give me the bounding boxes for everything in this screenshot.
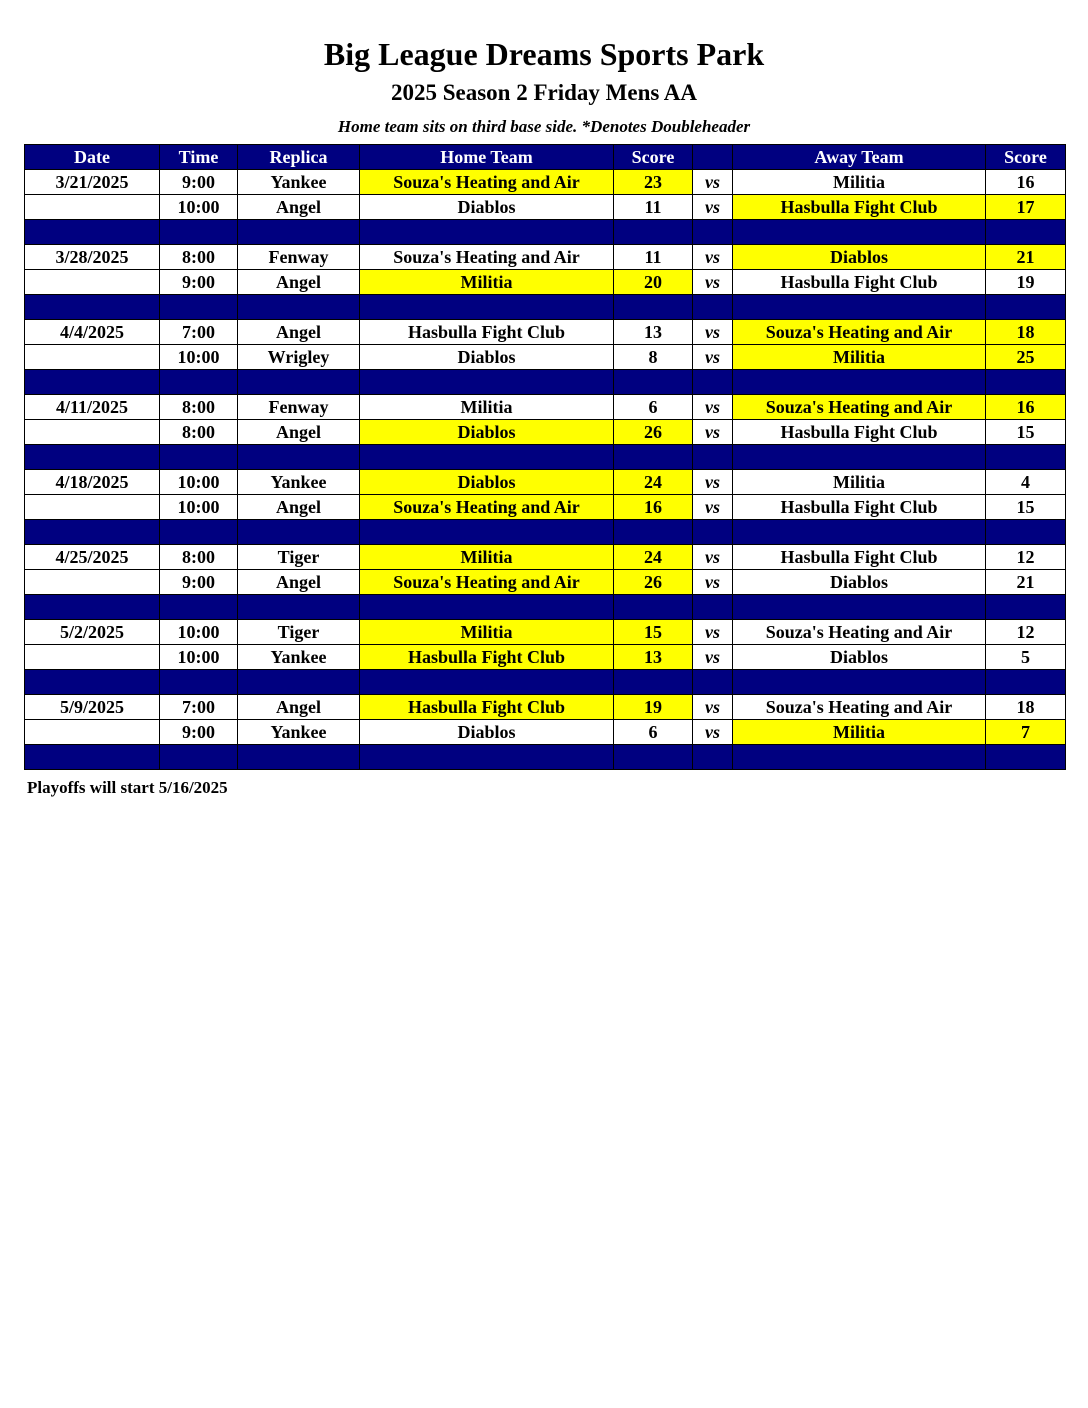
separator-cell <box>360 745 614 770</box>
game-row <box>25 720 1066 745</box>
week-separator-row <box>25 520 1066 545</box>
away-team-cell: Souza's Heating and Air <box>733 695 986 720</box>
separator-cell <box>238 445 360 470</box>
home-score-cell: 8 <box>614 345 693 370</box>
separator-cell <box>25 370 160 395</box>
vs-cell: vs <box>693 695 733 720</box>
vs-cell: vs <box>693 420 733 445</box>
time-cell: 9:00 <box>160 270 238 295</box>
replica-cell: Tiger <box>238 620 360 645</box>
time-cell: 10:00 <box>160 645 238 670</box>
replica-cell: Yankee <box>238 170 360 195</box>
date-cell <box>25 270 160 295</box>
date-cell: 4/25/2025 <box>25 545 160 570</box>
separator-cell <box>986 520 1066 545</box>
game-row <box>25 245 1066 270</box>
separator-cell <box>693 520 733 545</box>
away-team-cell: Diablos <box>733 645 986 670</box>
vs-cell: vs <box>693 170 733 195</box>
time-cell: 10:00 <box>160 620 238 645</box>
away-team-cell: Hasbulla Fight Club <box>733 420 986 445</box>
date-cell: 5/2/2025 <box>25 620 160 645</box>
time-cell: 10:00 <box>160 345 238 370</box>
time-cell: 9:00 <box>160 570 238 595</box>
separator-cell <box>238 370 360 395</box>
week-separator-row <box>25 670 1066 695</box>
away-score-cell: 12 <box>986 620 1066 645</box>
game-row <box>25 620 1066 645</box>
game-row <box>25 195 1066 220</box>
separator-cell <box>160 445 238 470</box>
away-score-cell: 4 <box>986 470 1066 495</box>
week-separator-row <box>25 220 1066 245</box>
game-row <box>25 545 1066 570</box>
separator-cell <box>693 370 733 395</box>
separator-cell <box>986 295 1066 320</box>
date-cell <box>25 570 160 595</box>
separator-cell <box>160 595 238 620</box>
doubleheader-note: Home team sits on third base side. *Denotes Doubleheader <box>337 117 751 136</box>
separator-cell <box>986 445 1066 470</box>
separator-cell <box>238 595 360 620</box>
home-score-cell: 24 <box>614 545 693 570</box>
time-cell: 7:00 <box>160 695 238 720</box>
away-score-cell: 21 <box>986 245 1066 270</box>
separator-cell <box>160 520 238 545</box>
date-cell: 3/28/2025 <box>25 245 160 270</box>
home-score-cell: 6 <box>614 395 693 420</box>
vs-cell: vs <box>693 245 733 270</box>
playoffs-note: Playoffs will start 5/16/2025 <box>27 778 228 797</box>
column-header-time: Time <box>160 145 238 170</box>
separator-cell <box>25 745 160 770</box>
separator-cell <box>360 520 614 545</box>
separator-cell <box>614 670 693 695</box>
away-team-cell: Diablos <box>733 570 986 595</box>
vs-cell: vs <box>693 645 733 670</box>
time-cell: 8:00 <box>160 420 238 445</box>
vs-cell: vs <box>693 395 733 420</box>
home-score-cell: 11 <box>614 195 693 220</box>
away-score-cell: 7 <box>986 720 1066 745</box>
separator-cell <box>733 445 986 470</box>
home-team-cell: Militia <box>360 620 614 645</box>
replica-cell: Angel <box>238 195 360 220</box>
replica-cell: Angel <box>238 495 360 520</box>
date-cell <box>25 645 160 670</box>
home-score-cell: 24 <box>614 470 693 495</box>
away-score-cell: 12 <box>986 545 1066 570</box>
away-score-cell: 21 <box>986 570 1066 595</box>
separator-cell <box>986 670 1066 695</box>
separator-cell <box>160 295 238 320</box>
vs-cell: vs <box>693 570 733 595</box>
separator-cell <box>614 295 693 320</box>
separator-cell <box>986 595 1066 620</box>
home-team-cell: Souza's Heating and Air <box>360 170 614 195</box>
separator-cell <box>238 670 360 695</box>
column-header-away-score: Score <box>986 145 1066 170</box>
game-row <box>25 345 1066 370</box>
away-team-cell: Militia <box>733 345 986 370</box>
separator-cell <box>733 220 986 245</box>
vs-cell: vs <box>693 270 733 295</box>
date-cell <box>25 495 160 520</box>
separator-cell <box>25 295 160 320</box>
replica-cell: Angel <box>238 695 360 720</box>
away-score-cell: 19 <box>986 270 1066 295</box>
game-row <box>25 695 1066 720</box>
vs-cell: vs <box>693 320 733 345</box>
week-separator-row <box>25 295 1066 320</box>
home-score-cell: 19 <box>614 695 693 720</box>
separator-cell <box>25 445 160 470</box>
separator-cell <box>733 295 986 320</box>
separator-cell <box>614 220 693 245</box>
separator-cell <box>693 670 733 695</box>
vs-cell: vs <box>693 620 733 645</box>
away-score-cell: 17 <box>986 195 1066 220</box>
vs-cell: vs <box>693 720 733 745</box>
away-score-cell: 18 <box>986 695 1066 720</box>
page-title: Big League Dreams Sports Park <box>323 36 765 72</box>
separator-cell <box>360 295 614 320</box>
replica-cell: Angel <box>238 570 360 595</box>
home-score-cell: 20 <box>614 270 693 295</box>
time-cell: 8:00 <box>160 545 238 570</box>
away-score-cell: 16 <box>986 395 1066 420</box>
away-team-cell: Hasbulla Fight Club <box>733 270 986 295</box>
away-score-cell: 15 <box>986 420 1066 445</box>
separator-cell <box>360 445 614 470</box>
home-team-cell: Diablos <box>360 470 614 495</box>
separator-cell <box>25 595 160 620</box>
column-header-home-score: Score <box>614 145 693 170</box>
date-cell: 5/9/2025 <box>25 695 160 720</box>
home-score-cell: 13 <box>614 320 693 345</box>
replica-cell: Yankee <box>238 720 360 745</box>
date-cell: 4/18/2025 <box>25 470 160 495</box>
home-team-cell: Diablos <box>360 345 614 370</box>
column-header-replica: Replica <box>238 145 360 170</box>
date-cell <box>25 720 160 745</box>
separator-cell <box>360 595 614 620</box>
date-cell <box>25 420 160 445</box>
home-score-cell: 11 <box>614 245 693 270</box>
week-separator-row <box>25 370 1066 395</box>
separator-cell <box>693 445 733 470</box>
replica-cell: Angel <box>238 320 360 345</box>
away-score-cell: 16 <box>986 170 1066 195</box>
date-cell: 4/4/2025 <box>25 320 160 345</box>
away-team-cell: Souza's Heating and Air <box>733 320 986 345</box>
game-row <box>25 495 1066 520</box>
week-separator-row <box>25 745 1066 770</box>
time-cell: 10:00 <box>160 495 238 520</box>
time-cell: 10:00 <box>160 470 238 495</box>
time-cell: 9:00 <box>160 720 238 745</box>
home-team-cell: Diablos <box>360 420 614 445</box>
away-score-cell: 18 <box>986 320 1066 345</box>
replica-cell: Yankee <box>238 470 360 495</box>
separator-cell <box>693 220 733 245</box>
home-team-cell: Hasbulla Fight Club <box>360 320 614 345</box>
time-cell: 8:00 <box>160 245 238 270</box>
separator-cell <box>25 520 160 545</box>
schedule-body <box>25 170 1066 770</box>
away-team-cell: Hasbulla Fight Club <box>733 545 986 570</box>
separator-cell <box>733 595 986 620</box>
separator-cell <box>160 370 238 395</box>
away-team-cell: Hasbulla Fight Club <box>733 195 986 220</box>
game-row <box>25 470 1066 495</box>
week-separator-row <box>25 595 1066 620</box>
separator-cell <box>733 520 986 545</box>
home-score-cell: 23 <box>614 170 693 195</box>
separator-cell <box>693 595 733 620</box>
column-header-away-team: Away Team <box>733 145 986 170</box>
time-cell: 10:00 <box>160 195 238 220</box>
separator-cell <box>614 370 693 395</box>
separator-cell <box>160 670 238 695</box>
away-team-cell: Militia <box>733 470 986 495</box>
separator-cell <box>238 295 360 320</box>
column-header-home-team: Home Team <box>360 145 614 170</box>
away-team-cell: Diablos <box>733 245 986 270</box>
vs-cell: vs <box>693 345 733 370</box>
home-score-cell: 6 <box>614 720 693 745</box>
date-cell: 3/21/2025 <box>25 170 160 195</box>
home-score-cell: 15 <box>614 620 693 645</box>
separator-cell <box>25 220 160 245</box>
home-score-cell: 16 <box>614 495 693 520</box>
replica-cell: Fenway <box>238 245 360 270</box>
home-team-cell: Militia <box>360 545 614 570</box>
separator-cell <box>614 445 693 470</box>
home-team-cell: Militia <box>360 270 614 295</box>
vs-cell: vs <box>693 495 733 520</box>
vs-cell: vs <box>693 545 733 570</box>
home-team-cell: Hasbulla Fight Club <box>360 695 614 720</box>
away-score-cell: 15 <box>986 495 1066 520</box>
home-team-cell: Diablos <box>360 720 614 745</box>
home-team-cell: Souza's Heating and Air <box>360 570 614 595</box>
separator-cell <box>986 220 1066 245</box>
date-cell: 4/11/2025 <box>25 395 160 420</box>
home-score-cell: 26 <box>614 420 693 445</box>
replica-cell: Fenway <box>238 395 360 420</box>
game-row <box>25 170 1066 195</box>
home-score-cell: 26 <box>614 570 693 595</box>
away-score-cell: 5 <box>986 645 1066 670</box>
home-score-cell: 13 <box>614 645 693 670</box>
game-row <box>25 395 1066 420</box>
separator-cell <box>360 220 614 245</box>
separator-cell <box>238 220 360 245</box>
vs-cell: vs <box>693 470 733 495</box>
separator-cell <box>160 745 238 770</box>
separator-cell <box>733 745 986 770</box>
season-subtitle: 2025 Season 2 Friday Mens AA <box>390 80 698 105</box>
column-header-vs <box>693 145 733 170</box>
game-row <box>25 270 1066 295</box>
vs-cell: vs <box>693 195 733 220</box>
separator-cell <box>986 745 1066 770</box>
date-cell <box>25 195 160 220</box>
game-row <box>25 420 1066 445</box>
separator-cell <box>614 595 693 620</box>
separator-cell <box>238 745 360 770</box>
home-team-cell: Souza's Heating and Air <box>360 495 614 520</box>
time-cell: 8:00 <box>160 395 238 420</box>
replica-cell: Wrigley <box>238 345 360 370</box>
separator-cell <box>614 745 693 770</box>
time-cell: 9:00 <box>160 170 238 195</box>
separator-cell <box>614 520 693 545</box>
date-cell <box>25 345 160 370</box>
replica-cell: Yankee <box>238 645 360 670</box>
home-team-cell: Souza's Heating and Air <box>360 245 614 270</box>
game-row <box>25 570 1066 595</box>
away-team-cell: Souza's Heating and Air <box>733 620 986 645</box>
separator-cell <box>160 220 238 245</box>
schedule-table <box>24 144 1066 770</box>
separator-cell <box>25 670 160 695</box>
game-row <box>25 320 1066 345</box>
separator-cell <box>360 370 614 395</box>
replica-cell: Angel <box>238 270 360 295</box>
replica-cell: Tiger <box>238 545 360 570</box>
time-cell: 7:00 <box>160 320 238 345</box>
week-separator-row <box>25 445 1066 470</box>
header-row <box>25 145 1066 170</box>
away-team-cell: Souza's Heating and Air <box>733 395 986 420</box>
separator-cell <box>693 745 733 770</box>
home-team-cell: Hasbulla Fight Club <box>360 645 614 670</box>
separator-cell <box>693 295 733 320</box>
separator-cell <box>733 370 986 395</box>
game-row <box>25 645 1066 670</box>
away-team-cell: Militia <box>733 170 986 195</box>
away-team-cell: Militia <box>733 720 986 745</box>
replica-cell: Angel <box>238 420 360 445</box>
home-team-cell: Diablos <box>360 195 614 220</box>
separator-cell <box>360 670 614 695</box>
away-score-cell: 25 <box>986 345 1066 370</box>
separator-cell <box>986 370 1066 395</box>
separator-cell <box>733 670 986 695</box>
away-team-cell: Hasbulla Fight Club <box>733 495 986 520</box>
separator-cell <box>238 520 360 545</box>
column-header-date: Date <box>25 145 160 170</box>
home-team-cell: Militia <box>360 395 614 420</box>
